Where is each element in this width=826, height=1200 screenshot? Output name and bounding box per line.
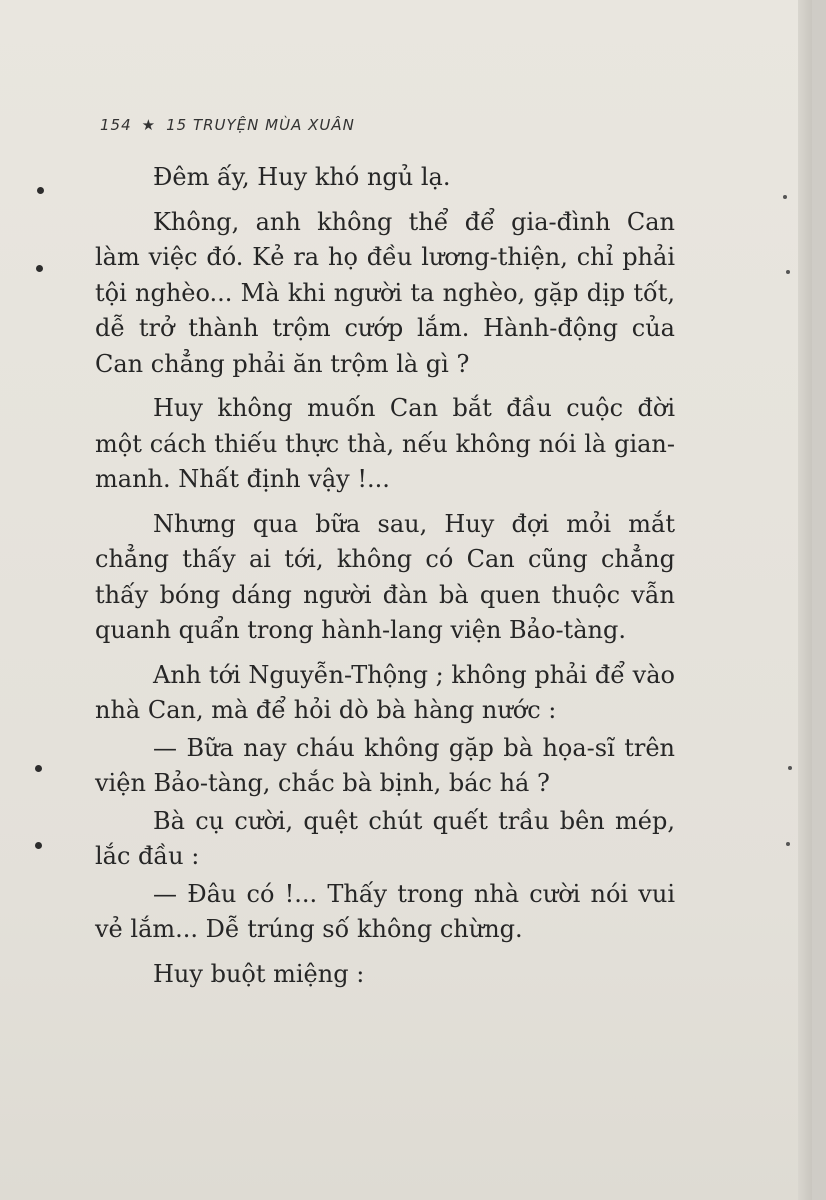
punch-hole [37,187,44,194]
punch-hole [35,842,42,849]
punch-hole [35,765,42,772]
paragraph: Anh tới Nguyễn-Thộng ; không phải để vào nhà Can, mà để hỏi dò bà hàng nước : [95,660,675,724]
paragraph: Đêm ấy, Huy khó ngủ lạ. [153,163,451,191]
paragraph: Nhưng qua bữa sau, Huy đợi mỏi mắt chẳng thấy ai tới, không có Can cũng chẳng thấy bóng dáng người đàn bà quen thuộc vẫn quanh quẩn trong hành-lang viện Bảo-tàng. [95,509,675,644]
book-title: 15 TRUYỆN MÙA XUÂN [166,116,355,134]
page-edge [798,0,812,1200]
running-header [100,116,355,134]
paragraph: Huy buột miệng : [153,959,365,988]
paper-speck [788,766,792,770]
paragraph: Không, anh không thể để gia-đình Can làm việc đó. Kẻ ra họ đều lương-thiện, chỉ phải tội nghèo... Mà khi người ta nghèo, gặp dịp tốt, dễ trở thành trộm cướp lắm. Hành-động của Can chẳng phải ăn trộm là gì ? [95,207,675,378]
star-separator: ★ [141,116,157,134]
dialogue-paragraph: — Đâu có !... Thấy trong nhà cười nói vui vẻ lắm... Dễ trúng số không chừng. [95,879,675,943]
page-number: 154 [100,116,132,134]
paper-speck [786,270,790,274]
paper-speck [786,842,790,846]
punch-hole [36,265,43,272]
dialogue-paragraph: — Bữa nay cháu không gặp bà họa-sĩ trên viện Bảo-tàng, chắc bà bịnh, bác há ? [95,733,675,797]
body-text [95,160,675,1001]
paragraph: Bà cụ cười, quệt chút quết trầu bên mép, lắc đầu : [95,806,675,870]
paragraph: Huy không muốn Can bắt đầu cuộc đời một cách thiếu thực thà, nếu không nói là gian-manh. Nhất định vậy !... [95,394,675,493]
paper-speck [783,195,787,199]
